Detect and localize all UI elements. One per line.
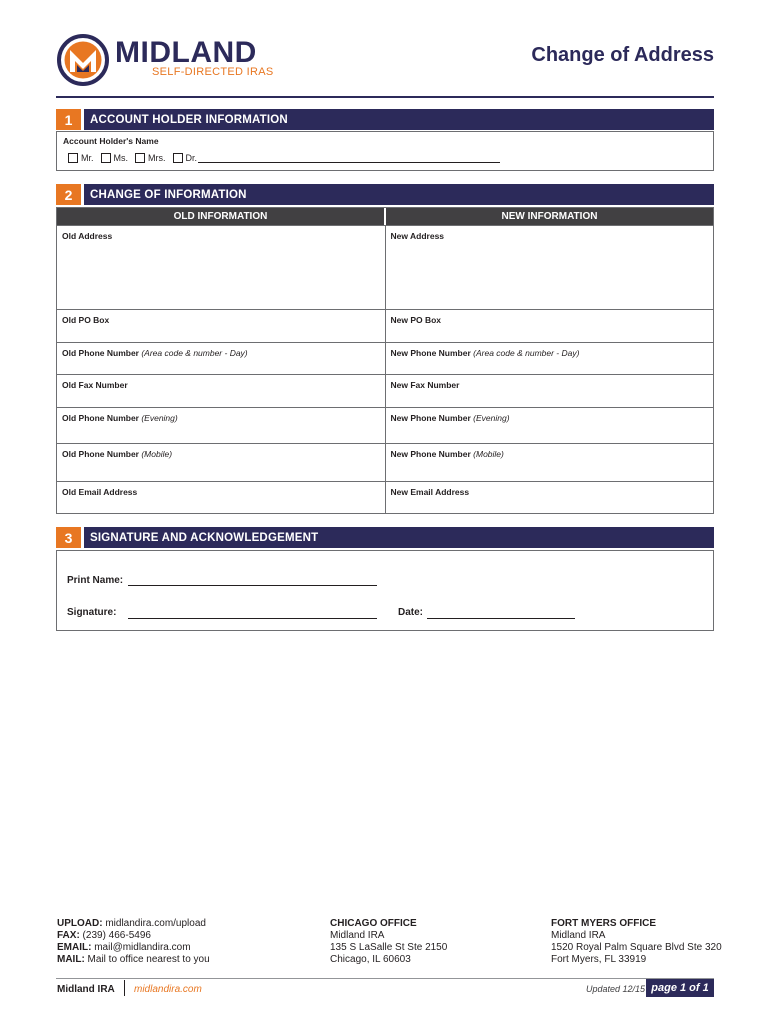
table-header-row bbox=[57, 208, 713, 225]
contact-info: UPLOAD: midlandira.com/upload FAX: (239) 466-5496 EMAIL: mail@midlandira.com MAIL: Mail to office nearest to you bbox=[57, 918, 210, 965]
old-email-field[interactable]: Old Email Address bbox=[62, 487, 138, 497]
old-day-phone-field[interactable]: Old Phone Number (Area code & number - Day) bbox=[62, 348, 248, 358]
section-2-header bbox=[56, 184, 714, 205]
dr-label: Dr. bbox=[185, 153, 198, 163]
header-divider bbox=[56, 96, 714, 98]
updated-date: Updated 12/15 bbox=[586, 984, 646, 994]
date-label: Date: bbox=[398, 607, 424, 618]
account-holder-name-field[interactable] bbox=[198, 153, 500, 163]
footer-divider bbox=[56, 978, 714, 979]
chicago-line3: Chicago, IL 60603 bbox=[330, 954, 411, 965]
print-name-field[interactable] bbox=[128, 585, 377, 586]
mail-instructions: Mail to office nearest to you bbox=[84, 954, 210, 965]
date-field[interactable] bbox=[427, 618, 575, 619]
new-address-field[interactable]: New Address bbox=[385, 226, 714, 309]
new-day-phone-field[interactable]: New Phone Number (Area code & number - Day) bbox=[385, 343, 714, 374]
mrs-checkbox[interactable] bbox=[135, 153, 145, 163]
upload-url[interactable]: midlandira.com/upload bbox=[102, 918, 206, 929]
section-1-header bbox=[56, 109, 714, 130]
section-3-header bbox=[56, 527, 714, 548]
old-address-field[interactable]: Old Address bbox=[62, 231, 113, 241]
fort-myers-office bbox=[551, 918, 722, 966]
table-row bbox=[57, 342, 713, 374]
section-3-number: 3 bbox=[56, 527, 81, 548]
ms-label: Ms. bbox=[113, 153, 128, 163]
brand-name: MIDLAND bbox=[115, 36, 257, 69]
old-information-header: OLD INFORMATION bbox=[57, 208, 384, 225]
signature-box bbox=[56, 550, 714, 631]
page-title: Change of Address bbox=[531, 44, 714, 66]
new-mobile-phone-field[interactable]: New Phone Number (Mobile) bbox=[385, 444, 714, 481]
account-holder-name-label: Account Holder's Name bbox=[63, 136, 159, 146]
new-email-field[interactable]: New Email Address bbox=[385, 482, 714, 513]
ms-checkbox[interactable] bbox=[101, 153, 111, 163]
table-row bbox=[57, 225, 713, 309]
footer-brand: Midland IRA bbox=[57, 984, 115, 995]
mr-checkbox[interactable] bbox=[68, 153, 78, 163]
fort-myers-line3: Fort Myers, FL 33919 bbox=[551, 954, 647, 965]
signature-label: Signature: bbox=[67, 607, 117, 618]
old-evening-phone-field[interactable]: Old Phone Number (Evening) bbox=[62, 413, 178, 423]
dr-checkbox[interactable] bbox=[173, 153, 183, 163]
section-3-title: SIGNATURE AND ACKNOWLEDGEMENT bbox=[84, 527, 714, 548]
brand-tagline: SELF-DIRECTED IRAS bbox=[152, 66, 274, 78]
table-row bbox=[57, 309, 713, 342]
old-fax-field[interactable]: Old Fax Number bbox=[62, 380, 128, 390]
new-evening-phone-field[interactable]: New Phone Number (Evening) bbox=[385, 408, 714, 443]
new-fax-field[interactable]: New Fax Number bbox=[385, 375, 714, 407]
print-name-label: Print Name: bbox=[67, 575, 124, 586]
mr-label: Mr. bbox=[81, 153, 94, 163]
fax-number: (239) 466-5496 bbox=[79, 930, 151, 941]
fort-myers-office-heading: FORT MYERS OFFICE bbox=[551, 918, 656, 929]
chicago-office bbox=[330, 918, 447, 966]
table-row bbox=[57, 443, 713, 481]
page-number-badge: page 1 of 1 bbox=[646, 979, 714, 997]
footer-separator bbox=[124, 980, 125, 996]
change-of-information-table bbox=[56, 207, 714, 514]
section-2-number: 2 bbox=[56, 184, 81, 205]
fort-myers-line1: Midland IRA bbox=[551, 930, 606, 941]
title-options bbox=[68, 153, 507, 163]
old-po-box-field[interactable]: Old PO Box bbox=[62, 315, 110, 325]
new-information-header: NEW INFORMATION bbox=[384, 208, 713, 225]
fort-myers-line2: 1520 Royal Palm Square Blvd Ste 320 bbox=[551, 942, 722, 953]
chicago-office-heading: CHICAGO OFFICE bbox=[330, 918, 417, 929]
new-po-box-field[interactable]: New PO Box bbox=[385, 310, 714, 342]
old-mobile-phone-field[interactable]: Old Phone Number (Mobile) bbox=[62, 449, 173, 459]
mrs-label: Mrs. bbox=[148, 153, 166, 163]
footer-website-link[interactable]: midlandira.com bbox=[134, 984, 202, 995]
section-1-number: 1 bbox=[56, 109, 81, 130]
email-link[interactable]: mail@midlandira.com bbox=[91, 942, 191, 953]
account-holder-box bbox=[56, 131, 714, 171]
section-1-title: ACCOUNT HOLDER INFORMATION bbox=[84, 109, 714, 130]
chicago-line2: 135 S LaSalle St Ste 2150 bbox=[330, 942, 448, 953]
table-row bbox=[57, 407, 713, 443]
signature-field[interactable] bbox=[128, 618, 377, 619]
chicago-line1: Midland IRA bbox=[330, 930, 385, 941]
table-row bbox=[57, 481, 713, 513]
table-row bbox=[57, 374, 713, 407]
section-2-title: CHANGE OF INFORMATION bbox=[84, 184, 714, 205]
midland-logo-icon bbox=[57, 34, 109, 86]
